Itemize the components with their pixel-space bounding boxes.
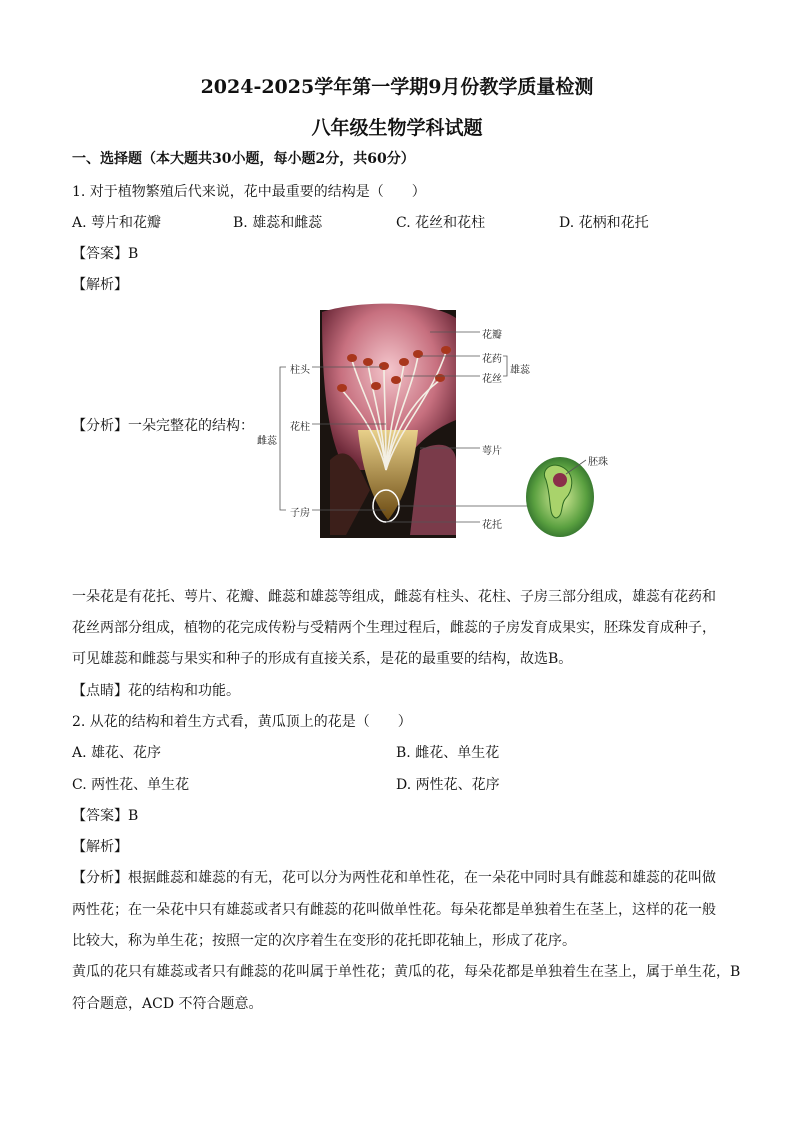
q1-answer: 【答案】B bbox=[72, 246, 139, 262]
q1-option-d: D. 花柄和花托 bbox=[559, 215, 649, 231]
q1-analysis-intro: 【分析】一朵完整花的结构： bbox=[72, 418, 254, 434]
q1-stem: 1. 对于植物繁殖后代来说，花中最重要的结构是（ ） bbox=[72, 184, 426, 200]
q1-option-c: C. 花丝和花柱 bbox=[396, 215, 486, 231]
q2-analysis-line5: 符合题意，ACD 不符合题意。 bbox=[72, 996, 263, 1012]
q2-analysis-header: 【解析】 bbox=[72, 839, 128, 855]
q2-option-d: D. 两性花、花序 bbox=[396, 777, 500, 793]
q1-note: 【点睛】花的结构和功能。 bbox=[72, 683, 240, 699]
q2-analysis-line3: 比较大，称为单生花；按照一定的次序着生在变形的花托即花轴上，形成了花序。 bbox=[72, 933, 576, 949]
section-heading: 一、选择题（本大题共30小题，每小题2分，共60分） bbox=[72, 151, 415, 167]
q1-option-b: B. 雄蕊和雌蕊 bbox=[233, 215, 323, 231]
q1-analysis-header: 【解析】 bbox=[72, 277, 128, 293]
label-ovule: 胚珠 bbox=[588, 457, 608, 468]
q2-option-a: A. 雄花、花序 bbox=[72, 745, 162, 761]
label-petal: 花瓣 bbox=[482, 330, 502, 341]
label-ovary: 子房 bbox=[290, 508, 310, 519]
q1-option-a: A. 萼片和花瓣 bbox=[72, 215, 162, 231]
embryo-sac bbox=[553, 473, 567, 487]
q2-analysis-line2: 两性花；在一朵花中只有雄蕊或者只有雌蕊的花叫做单性花。每朵花都是单独着生在茎上，这样的花一般 bbox=[72, 902, 716, 918]
q2-analysis-line4: 黄瓜的花只有雄蕊或者只有雌蕊的花叫属于单性花；黄瓜的花，每朵花都是单独着生在茎上，属于单生花，B bbox=[72, 964, 741, 980]
label-pistil: 雌蕊 bbox=[257, 436, 277, 447]
label-filament: 花丝 bbox=[482, 374, 502, 385]
q2-answer: 【答案】B bbox=[72, 808, 139, 824]
q2-stem: 2. 从花的结构和着生方式看，黄瓜顶上的花是（ ） bbox=[72, 714, 412, 730]
stamen-bracket bbox=[503, 356, 507, 376]
label-style: 花柱 bbox=[290, 422, 310, 433]
q1-explain-line1: 一朵花是有花托、萼片、花瓣、雌蕊和雄蕊等组成，雌蕊有柱头、花柱、子房三部分组成，雄蕊有花药和 bbox=[72, 589, 716, 605]
page-subtitle: 八年级生物学科试题 bbox=[311, 117, 483, 139]
label-anther: 花药 bbox=[482, 354, 502, 365]
q1-explain-line3: 可见雄蕊和雌蕊与果实和种子的形成有直接关系，是花的最重要的结构，故选B。 bbox=[72, 651, 573, 667]
q1-explain-line2: 花丝两部分组成，植物的花完成传粉与受精两个生理过程后，雌蕊的子房发育成果实，胚珠发育成种子， bbox=[72, 620, 716, 636]
page-title: 2024-2025学年第一学期9月份教学质量检测 bbox=[200, 76, 594, 98]
label-stigma: 柱头 bbox=[290, 365, 310, 376]
pistil-bracket bbox=[280, 367, 286, 510]
label-receptacle: 花托 bbox=[482, 520, 502, 531]
q2-analysis-line1: 【分析】根据雌蕊和雄蕊的有无，花可以分为两性花和单性花，在一朵花中同时具有雌蕊和雄蕊的花叫做 bbox=[72, 870, 716, 886]
q2-option-c: C. 两性花、单生花 bbox=[72, 777, 190, 793]
label-sepal: 萼片 bbox=[482, 446, 502, 457]
q2-option-b: B. 雌花、单生花 bbox=[396, 745, 500, 761]
label-stamen: 雄蕊 bbox=[510, 365, 530, 376]
